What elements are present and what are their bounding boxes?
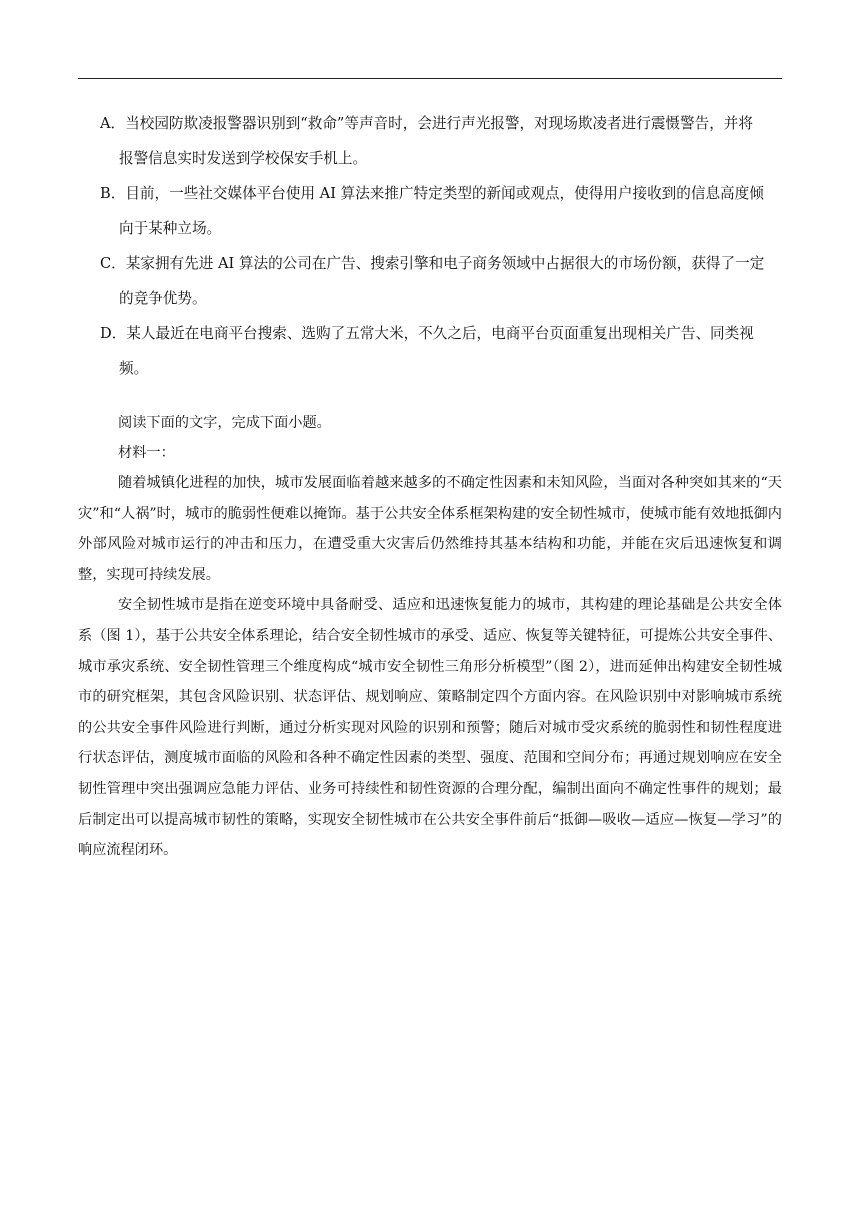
option-a bbox=[100, 106, 786, 176]
material-paragraph-1: 随着城镇化进程的加快，城市发展面临着越来越多的不确定性因素和未知风险，当面对各种突如其来的“天灾”和“人祸”时，城市的脆弱性便难以掩饰。基于公共安全体系框架构建的安全韧性城市，使城市能有效地抵御内外部风险对城市运行的冲击和压力，在遭受重大灾害后仍然维持其基本结构和功能，并能在灾后迅速恢复和调整，实现可持续发展。 bbox=[78, 475, 782, 583]
option-a-line1: A．当校园防欺凌报警器识别到“救命”等声音时，会进行声光报警，对现场欺凌者进行震慑警告，并将 bbox=[100, 115, 753, 132]
option-d bbox=[100, 316, 786, 386]
option-c-line1: C．某家拥有先进 AI 算法的公司在广告、搜索引擎和电子商务领域中占据很大的市场份额，获得了一定 bbox=[100, 255, 765, 272]
option-d-line2: 频。 bbox=[118, 360, 149, 377]
reading-section bbox=[78, 408, 782, 866]
material-label: 材料一： bbox=[118, 445, 175, 461]
option-c-line2: 的竞争优势。 bbox=[118, 290, 207, 307]
option-d-line1: D．某人最近在电商平台搜索、选购了五常大米，不久之后，电商平台页面重复出现相关广告、同类视 bbox=[100, 325, 754, 342]
option-a-line2: 报警信息实时发送到学校保安手机上。 bbox=[118, 150, 368, 167]
answer-options bbox=[100, 106, 786, 386]
reading-instruction: 阅读下面的文字，完成下面小题。 bbox=[118, 415, 331, 431]
option-c bbox=[100, 246, 786, 316]
option-b bbox=[100, 176, 786, 246]
option-b-line2: 向于某种立场。 bbox=[118, 220, 222, 237]
header-rule bbox=[78, 78, 782, 79]
material-paragraph-2: 安全韧性城市是指在逆变环境中具备耐受、适应和迅速恢复能力的城市，其构建的理论基础是公共安全体系（图 1），基于公共安全体系理论，结合安全韧性城市的承受、适应、恢复等关键特征，可提炼公共安全事件、城市承灾系统、安全韧性管理三个维度构成“城市安全韧性三角形分析模型”（图 2），进而延伸出构建安全韧性城市的研究框架，其包含风险识别、状态评估、规划响应、策略制定四个方面内容。在风险识别中对影响城市系统的公共安全事件风险进行判断，通过分析实现对风险的识别和预警；随后对城市受灾系统的脆弱性和韧性程度进行状态评估，测度城市面临的风险和各种不确定性因素的类型、强度、范围和空间分布；再通过规划响应在安全韧性管理中突出强调应急能力评估、业务可持续性和韧性资源的合理分配，编制出面向不确定性事件的规划；最后制定出可以提高城市韧性的策略，实现安全韧性城市在公共安全事件前后“抵御—吸收—适应—恢复—学习”的响应流程闭环。 bbox=[78, 597, 782, 859]
option-b-line1: B．目前，一些社交媒体平台使用 AI 算法来推广特定类型的新闻或观点，使得用户接收到的信息高度倾 bbox=[100, 185, 764, 202]
